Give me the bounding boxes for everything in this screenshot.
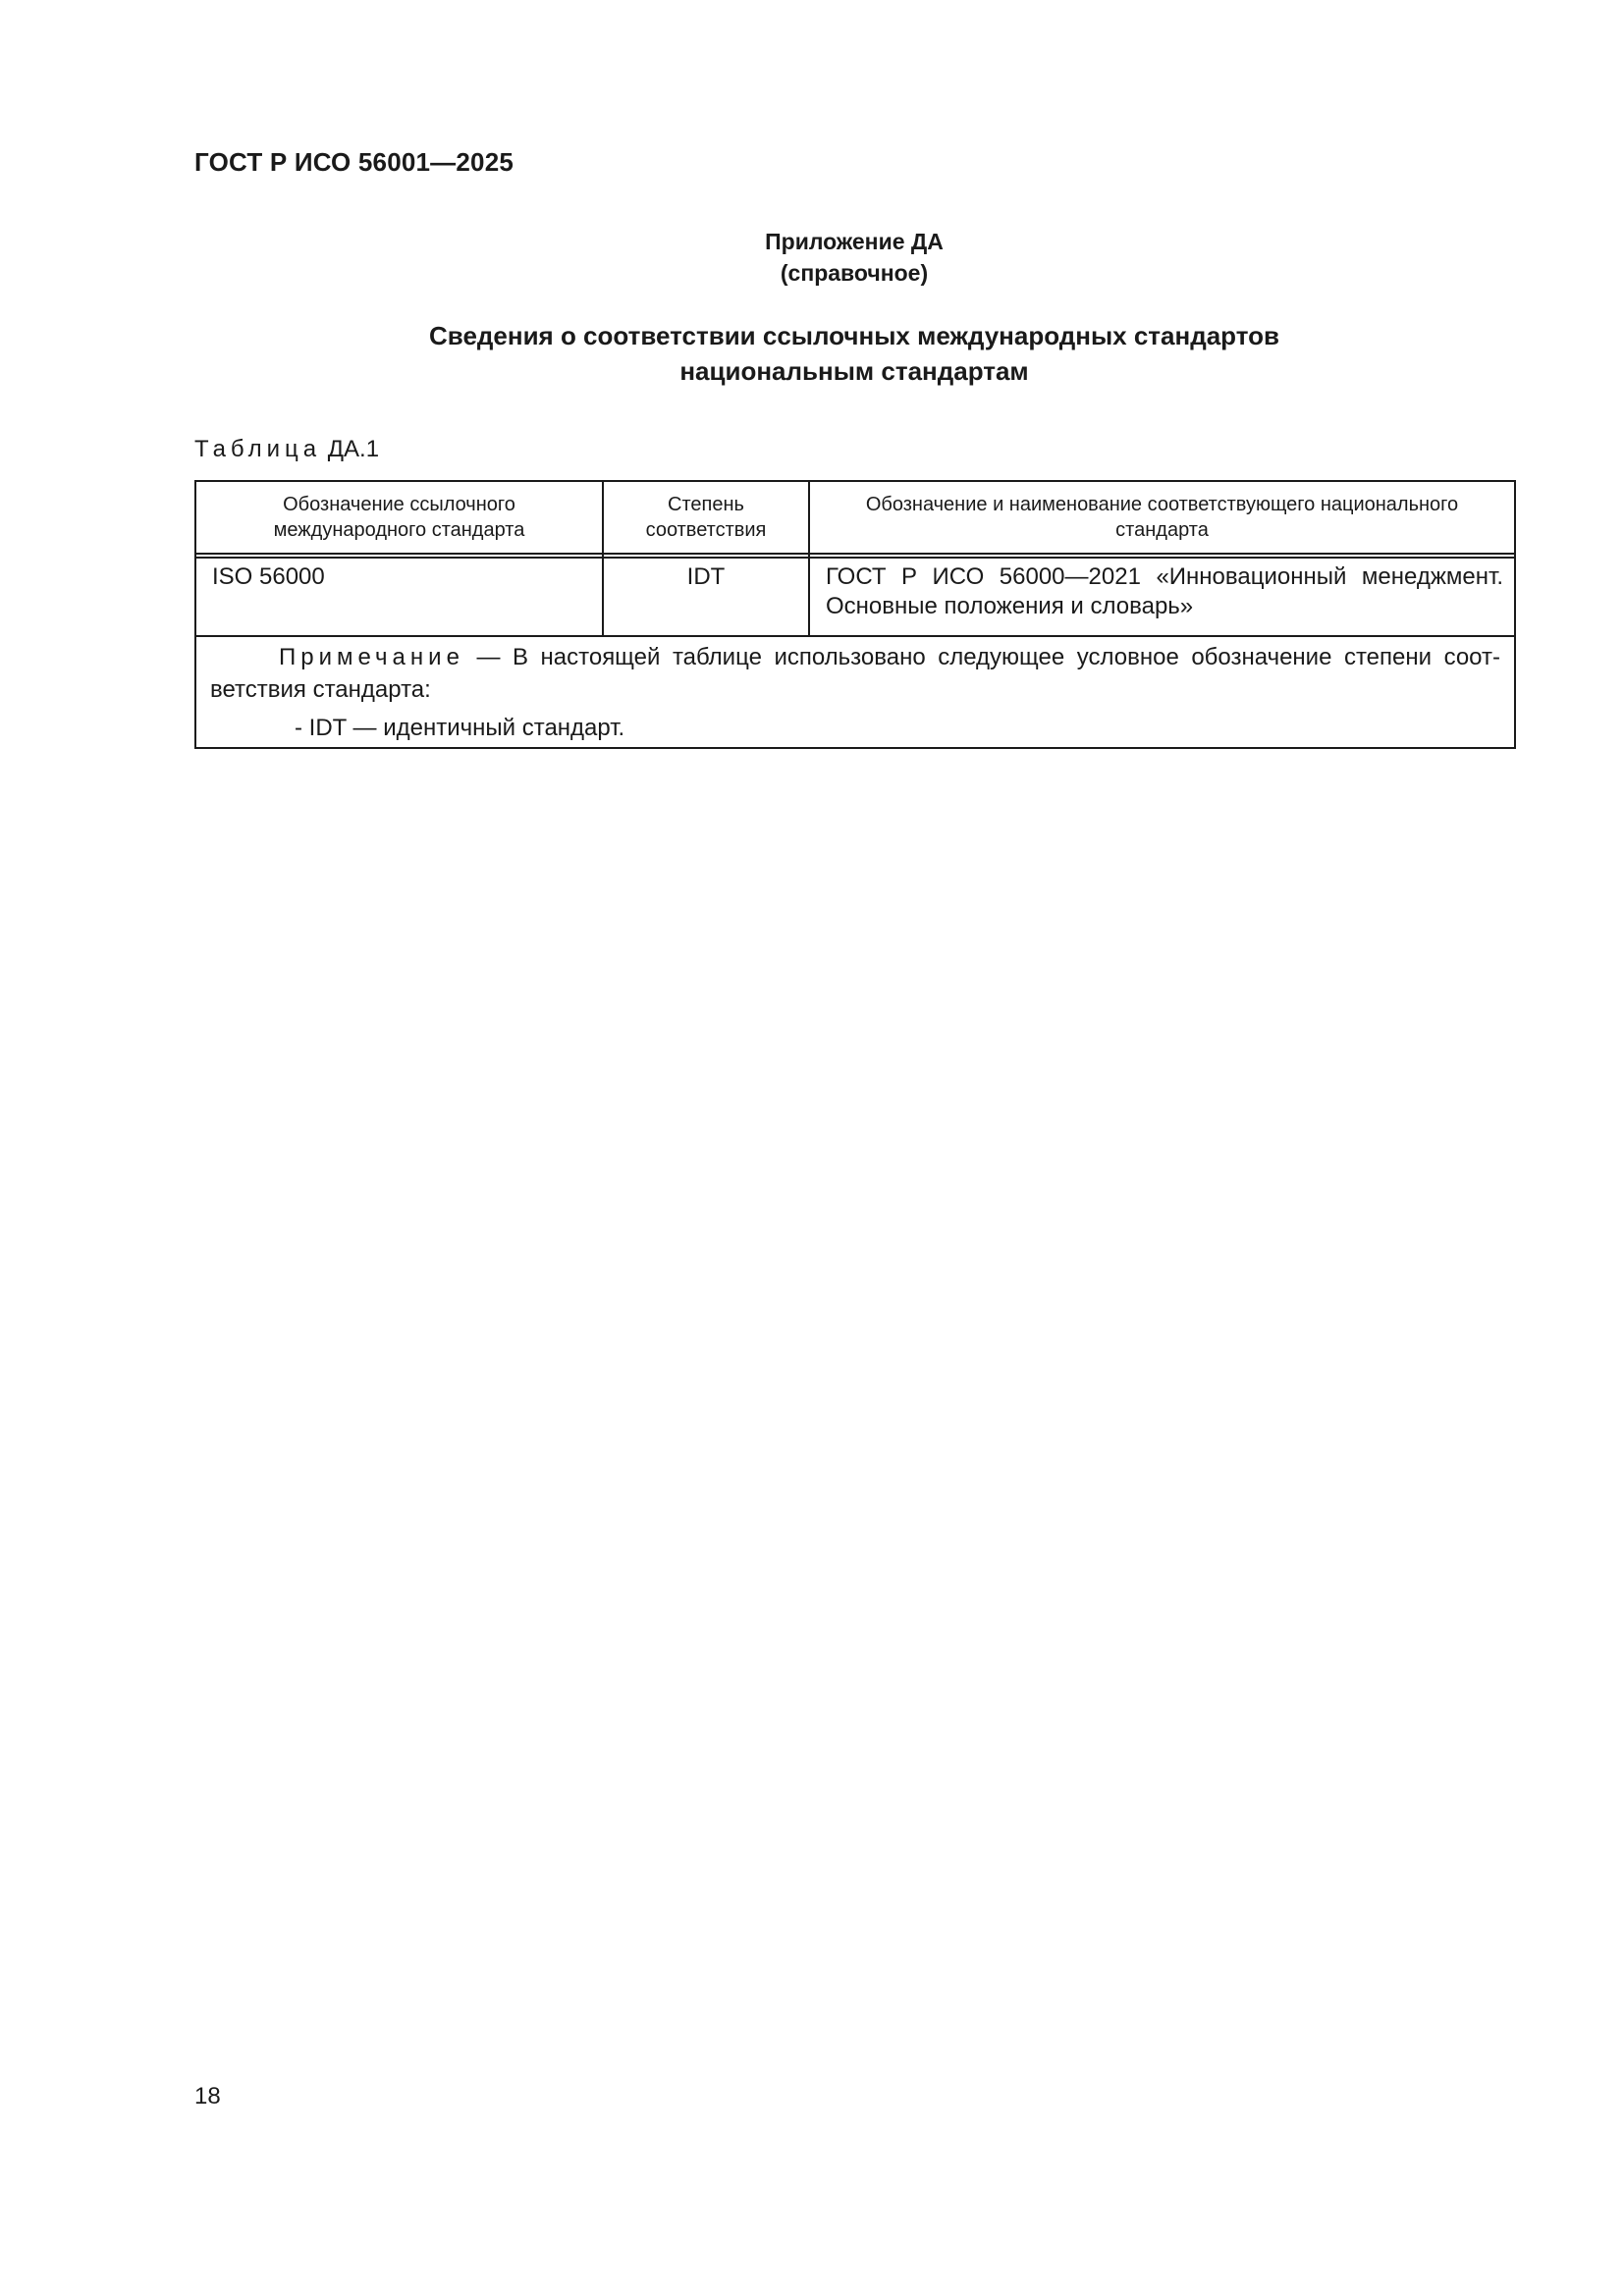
table-note-body: — В настоящей таблице использовано следующее условное обозначение степени соот-ветствия стандарта:	[210, 644, 1500, 703]
table-cell-national	[826, 562, 1503, 621]
table-header-degree-line-2: соответствия	[645, 519, 767, 541]
table-note	[210, 641, 1500, 741]
table-header-national-line-1: Обозначение и наименование соответствующего национального	[865, 494, 1459, 515]
table-header-national-line-2: стандарта	[1115, 519, 1209, 541]
section-title	[245, 318, 1463, 389]
table-note-item: - IDT — идентичный стандарт.	[295, 715, 625, 741]
table-divider-row	[196, 635, 1514, 637]
table-header-degree-line-1: Степень	[668, 494, 744, 515]
table-cell-degree: IDT	[686, 563, 726, 590]
table-header-international-line-2: международного стандарта	[273, 519, 525, 541]
appendix-title: Приложение ДА	[765, 229, 944, 254]
table-header-degree	[604, 492, 808, 543]
appendix-kind: (справочное)	[780, 260, 929, 286]
table-cell-national-line-1: ГОСТ Р ИСО 56000—2021 «Инновационный менеджмент.	[826, 563, 1503, 590]
table-header-international	[196, 492, 602, 543]
table-cell-international: ISO 56000	[212, 563, 325, 590]
table-header-international-line-1: Обозначение ссылочного	[283, 494, 515, 515]
table-divider-header	[196, 553, 1514, 555]
table-header-national	[810, 492, 1514, 543]
table-caption	[194, 436, 379, 463]
table-caption-label: Таблица	[194, 436, 322, 462]
section-title-line-1: Сведения о соответствии ссылочных международных стандартов	[429, 321, 1279, 350]
document-header-code: ГОСТ Р ИСО 56001—2025	[194, 147, 514, 177]
table-note-text	[210, 641, 1500, 706]
table-caption-number: ДА.1	[327, 436, 380, 462]
table-cell-national-line-2: Основные положения и словарь»	[826, 593, 1194, 619]
section-title-line-2: национальным стандартам	[679, 356, 1029, 386]
table-divider-header-double	[196, 557, 1514, 559]
standards-table	[194, 480, 1516, 749]
table-note-label: Примечание	[279, 644, 464, 670]
page-number: 18	[194, 2083, 221, 2109]
